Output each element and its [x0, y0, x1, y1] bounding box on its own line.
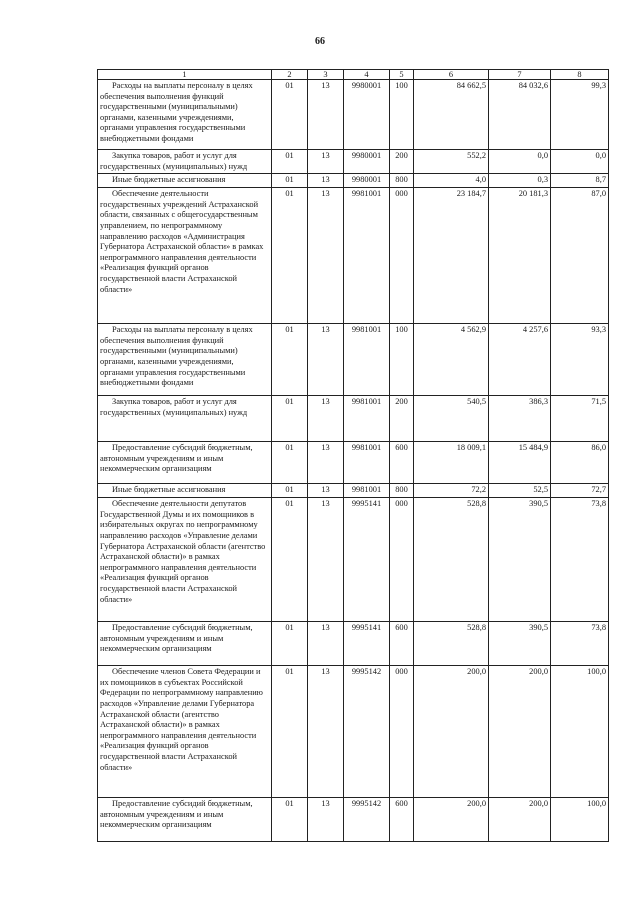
section-code-cell: 01 [272, 80, 308, 150]
target-article-cell: 9980001 [344, 174, 390, 188]
executed-amount-cell: 0,0 [489, 150, 551, 174]
execution-percent-cell: 73,8 [551, 622, 609, 666]
table-header-row [98, 70, 609, 80]
execution-percent-cell: 72,7 [551, 484, 609, 498]
table-row [98, 80, 609, 150]
subsection-code-cell: 13 [308, 150, 344, 174]
subsection-code-cell: 13 [308, 484, 344, 498]
table-row [98, 498, 609, 622]
table-row [98, 666, 609, 798]
subsection-code-cell: 13 [308, 188, 344, 324]
executed-amount-cell: 84 032,6 [489, 80, 551, 150]
expense-type-cell: 200 [390, 396, 414, 442]
planned-amount-cell: 200,0 [414, 798, 489, 842]
planned-amount-cell: 4 562,9 [414, 324, 489, 396]
planned-amount-cell: 200,0 [414, 666, 489, 798]
section-code-cell: 01 [272, 188, 308, 324]
subsection-code-cell: 13 [308, 622, 344, 666]
page-number: 66 [315, 36, 325, 47]
execution-percent-cell: 8,7 [551, 174, 609, 188]
planned-amount-cell: 23 184,7 [414, 188, 489, 324]
planned-amount-cell: 552,2 [414, 150, 489, 174]
expense-name-cell: Обеспечение членов Совета Федерации и их помощников в субъектах Российской Федерации по непрограммному направлению расходов «Управление делами Губернатора Астраханской области (агентство Астраханской области)» в рамках непрограммного направления деятельности «Реализация функций органов государственной власти Астраханской области» [98, 666, 272, 798]
target-article-cell: 9995142 [344, 798, 390, 842]
planned-amount-cell: 18 009,1 [414, 442, 489, 484]
execution-percent-cell: 86,0 [551, 442, 609, 484]
target-article-cell: 9995141 [344, 498, 390, 622]
expense-type-cell: 600 [390, 622, 414, 666]
subsection-code-cell: 13 [308, 442, 344, 484]
section-code-cell: 01 [272, 484, 308, 498]
table-row [98, 174, 609, 188]
column-header: 7 [489, 70, 551, 80]
expense-name-cell: Обеспечение деятельности депутатов Государственной Думы и их помощников в избирательных округах по непрограммному направлению расходов «Управление делами Губернатора Астраханской области (агентство Астраханской области)» в рамках непрограммного направления деятельности «Реализация функций органов государственной власти Астраханской области» [98, 498, 272, 622]
subsection-code-cell: 13 [308, 798, 344, 842]
executed-amount-cell: 20 181,3 [489, 188, 551, 324]
execution-percent-cell: 0,0 [551, 150, 609, 174]
expense-type-cell: 000 [390, 188, 414, 324]
expense-name-cell: Закупка товаров, работ и услуг для государственных (муниципальных) нужд [98, 150, 272, 174]
table-row [98, 798, 609, 842]
expense-name-cell: Расходы на выплаты персоналу в целях обеспечения выполнения функций государственными (муниципальными) органами, казенными учреждениями, органами управления государственными внебюджетными фондами [98, 80, 272, 150]
expense-name-cell: Предоставление субсидий бюджетным, автономным учреждениям и иным некоммерческим организациям [98, 442, 272, 484]
column-header: 5 [390, 70, 414, 80]
executed-amount-cell: 200,0 [489, 798, 551, 842]
expense-name-cell: Расходы на выплаты персоналу в целях обеспечения выполнения функций государственными (муниципальными) органами, казенными учреждениями, органами управления государственными внебюджетными фондами [98, 324, 272, 396]
subsection-code-cell: 13 [308, 174, 344, 188]
target-article-cell: 9981001 [344, 484, 390, 498]
target-article-cell: 9980001 [344, 80, 390, 150]
execution-percent-cell: 100,0 [551, 798, 609, 842]
target-article-cell: 9981001 [344, 188, 390, 324]
planned-amount-cell: 540,5 [414, 396, 489, 442]
column-header: 8 [551, 70, 609, 80]
section-code-cell: 01 [272, 324, 308, 396]
executed-amount-cell: 200,0 [489, 666, 551, 798]
execution-percent-cell: 100,0 [551, 666, 609, 798]
subsection-code-cell: 13 [308, 324, 344, 396]
expense-type-cell: 600 [390, 798, 414, 842]
execution-percent-cell: 99,3 [551, 80, 609, 150]
target-article-cell: 9980001 [344, 150, 390, 174]
expense-name-cell: Предоставление субсидий бюджетным, автономным учреждениям и иным некоммерческим организациям [98, 622, 272, 666]
planned-amount-cell: 4,0 [414, 174, 489, 188]
budget-table [97, 69, 609, 842]
table-row [98, 442, 609, 484]
section-code-cell: 01 [272, 666, 308, 798]
expense-name-cell: Обеспечение деятельности государственных учреждений Астраханской области, связанных с общегосударственным управлением, по непрограммному направлению расходов «Администрация Губернатора Астраханской области» в рамках непрограммного направления деятельности «Реализация функций органов государственной власти Астраханской области» [98, 188, 272, 324]
target-article-cell: 9981001 [344, 324, 390, 396]
expense-type-cell: 000 [390, 666, 414, 798]
table-row [98, 324, 609, 396]
expense-type-cell: 100 [390, 80, 414, 150]
execution-percent-cell: 87,0 [551, 188, 609, 324]
section-code-cell: 01 [272, 396, 308, 442]
section-code-cell: 01 [272, 622, 308, 666]
column-header: 1 [98, 70, 272, 80]
expense-type-cell: 100 [390, 324, 414, 396]
executed-amount-cell: 390,5 [489, 622, 551, 666]
execution-percent-cell: 93,3 [551, 324, 609, 396]
subsection-code-cell: 13 [308, 396, 344, 442]
table-row [98, 484, 609, 498]
planned-amount-cell: 528,8 [414, 622, 489, 666]
target-article-cell: 9981001 [344, 442, 390, 484]
target-article-cell: 9995142 [344, 666, 390, 798]
executed-amount-cell: 15 484,9 [489, 442, 551, 484]
column-header: 4 [344, 70, 390, 80]
planned-amount-cell: 84 662,5 [414, 80, 489, 150]
subsection-code-cell: 13 [308, 666, 344, 798]
executed-amount-cell: 386,3 [489, 396, 551, 442]
expense-type-cell: 600 [390, 442, 414, 484]
subsection-code-cell: 13 [308, 498, 344, 622]
expense-type-cell: 000 [390, 498, 414, 622]
target-article-cell: 9981001 [344, 396, 390, 442]
expense-name-cell: Закупка товаров, работ и услуг для государственных (муниципальных) нужд [98, 396, 272, 442]
executed-amount-cell: 390,5 [489, 498, 551, 622]
section-code-cell: 01 [272, 150, 308, 174]
expense-type-cell: 800 [390, 174, 414, 188]
subsection-code-cell: 13 [308, 80, 344, 150]
executed-amount-cell: 52,5 [489, 484, 551, 498]
executed-amount-cell: 0,3 [489, 174, 551, 188]
expense-type-cell: 800 [390, 484, 414, 498]
expense-type-cell: 200 [390, 150, 414, 174]
expense-name-cell: Иные бюджетные ассигнования [98, 484, 272, 498]
table-row [98, 150, 609, 174]
executed-amount-cell: 4 257,6 [489, 324, 551, 396]
column-header: 2 [272, 70, 308, 80]
section-code-cell: 01 [272, 498, 308, 622]
execution-percent-cell: 71,5 [551, 396, 609, 442]
section-code-cell: 01 [272, 798, 308, 842]
column-header: 6 [414, 70, 489, 80]
section-code-cell: 01 [272, 174, 308, 188]
section-code-cell: 01 [272, 442, 308, 484]
planned-amount-cell: 528,8 [414, 498, 489, 622]
expense-name-cell: Иные бюджетные ассигнования [98, 174, 272, 188]
target-article-cell: 9995141 [344, 622, 390, 666]
table-row [98, 188, 609, 324]
column-header: 3 [308, 70, 344, 80]
table-row [98, 396, 609, 442]
execution-percent-cell: 73,8 [551, 498, 609, 622]
planned-amount-cell: 72,2 [414, 484, 489, 498]
expense-name-cell: Предоставление субсидий бюджетным, автономным учреждениям и иным некоммерческим организациям [98, 798, 272, 842]
table-row [98, 622, 609, 666]
